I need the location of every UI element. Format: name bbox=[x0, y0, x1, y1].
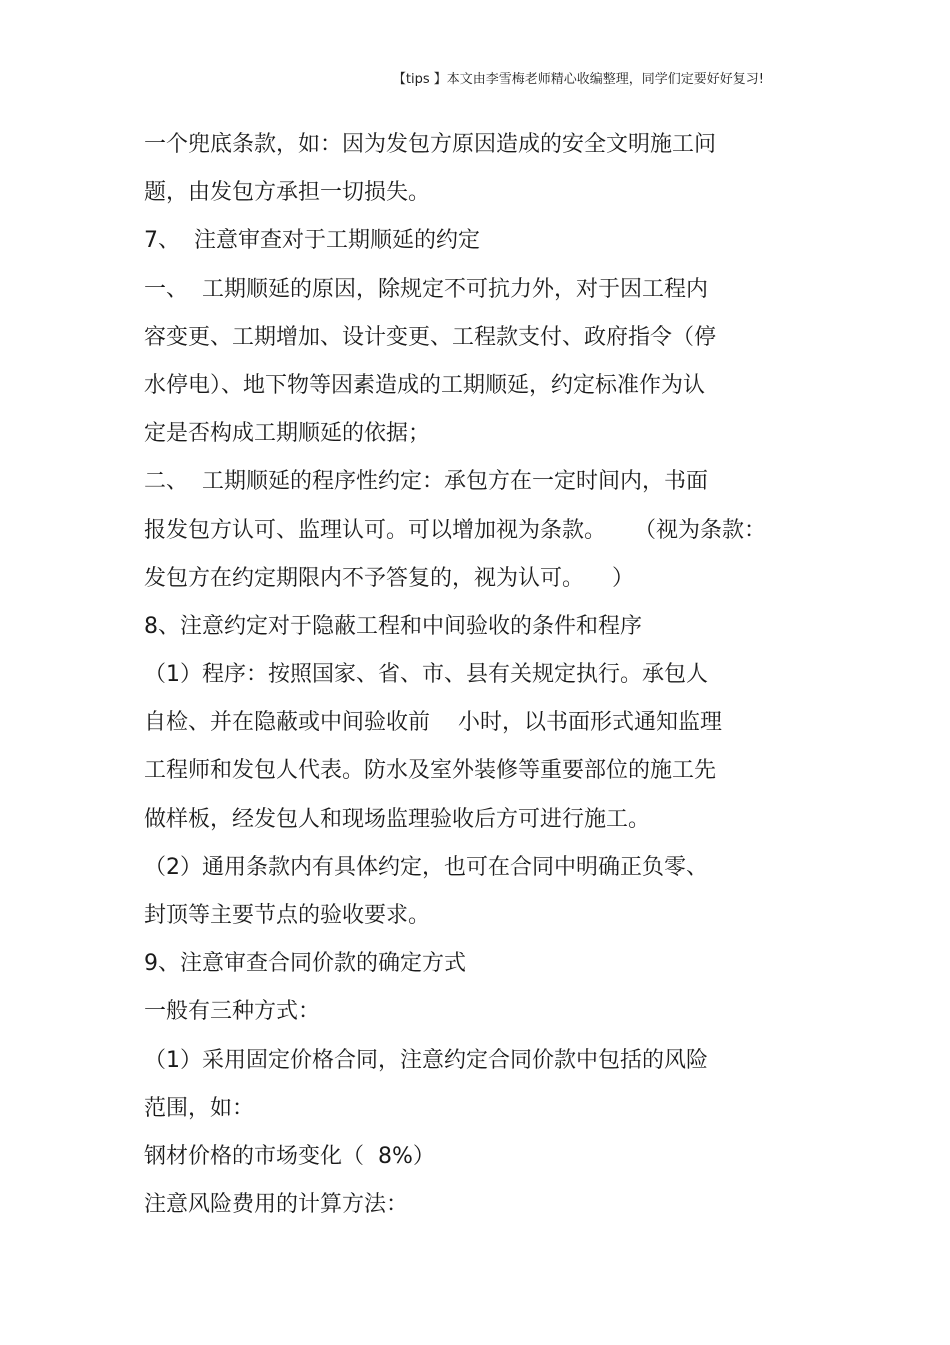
text-line: 做样板，经发包人和现场监理验收后方可进行施工。 bbox=[144, 806, 651, 832]
text-line: 工程师和发包人代表。防水及室外装修等重要部位的施工先 bbox=[144, 758, 717, 784]
text-line: 注意风险费用的计算方法： bbox=[144, 1192, 409, 1218]
text-line: 二、 工期顺延的程序性约定：承包方在一定时间内，书面 bbox=[144, 469, 708, 495]
text-line: 报发包方认可、监理认可。可以增加视为条款。 （视为条款： bbox=[144, 517, 766, 543]
text-line: 题，由发包方承担一切损失。 bbox=[144, 180, 431, 206]
text-line: 发包方在约定期限内不予答复的，视为认可。 ） bbox=[144, 565, 634, 591]
section-heading: 9、注意审查合同价款的确定方式 bbox=[144, 951, 466, 977]
header-tips: 【tips 】本文由李雪梅老师精心收编整理，同学们定要好好复习! bbox=[392, 72, 764, 87]
text-line: 水停电）、地下物等因素造成的工期顺延，约定标准作为认 bbox=[144, 372, 706, 398]
text-line: 范围，如： bbox=[144, 1095, 255, 1121]
text-line: （1）采用固定价格合同，注意约定合同价款中包括的风险 bbox=[144, 1047, 708, 1073]
text-line: 钢材价格的市场变化（ 8%） bbox=[144, 1143, 435, 1169]
text-line: 定是否构成工期顺延的依据； bbox=[144, 421, 431, 447]
text-line: 容变更、工期增加、设计变更、工程款支付、政府指令（停 bbox=[144, 324, 717, 350]
section-heading: 7、 注意审查对于工期顺延的约定 bbox=[144, 228, 480, 254]
text-line: （1）程序：按照国家、省、市、县有关规定执行。承包人 bbox=[144, 662, 708, 688]
section-heading: 8、注意约定对于隐蔽工程和中间验收的条件和程序 bbox=[144, 613, 642, 639]
text-line: （2）通用条款内有具体约定，也可在合同中明确正负零、 bbox=[144, 854, 708, 880]
document-body bbox=[144, 128, 824, 1236]
text-line: 封顶等主要节点的验收要求。 bbox=[144, 903, 431, 928]
text-line: 自检、并在隐蔽或中间验收前 小时，以书面形式通知监理 bbox=[144, 710, 722, 736]
text-line: 一个兜底条款，如：因为发包方原因造成的安全文明施工问 bbox=[144, 132, 717, 157]
text-line: 一、 工期顺延的原因，除规定不可抗力外，对于因工程内 bbox=[144, 276, 708, 302]
text-line: 一般有三种方式： bbox=[144, 999, 321, 1025]
